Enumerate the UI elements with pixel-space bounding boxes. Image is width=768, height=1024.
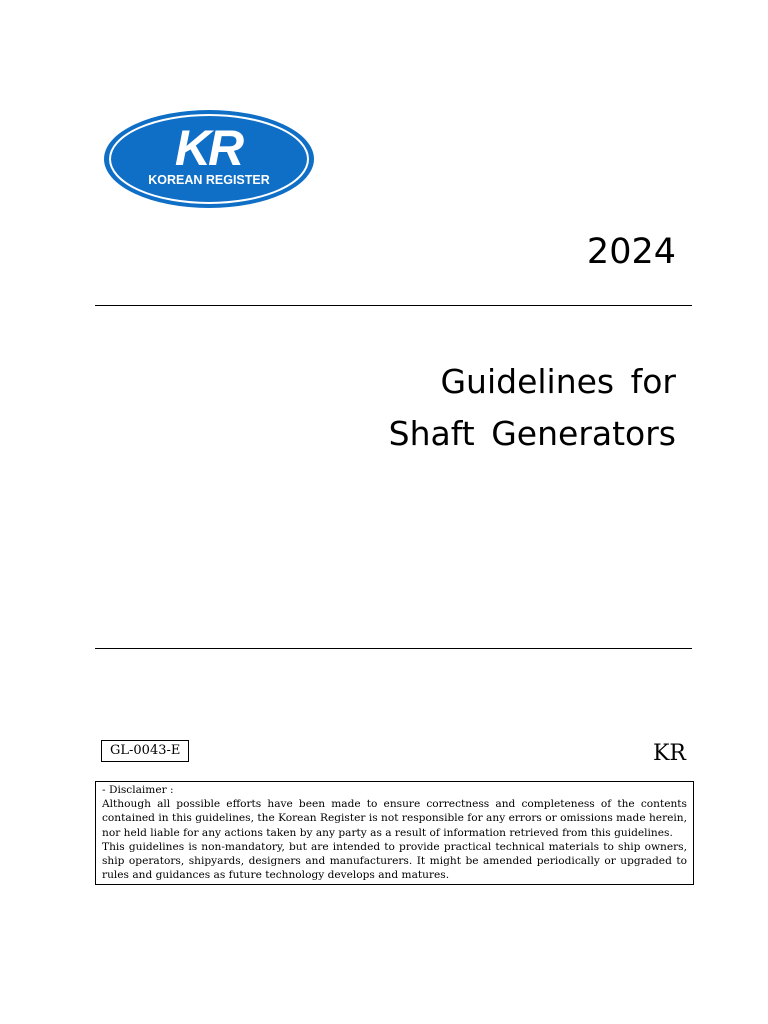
publisher-mark: KR (653, 741, 686, 766)
kr-logo-emblem (102, 108, 316, 210)
disclaimer-box (95, 781, 694, 885)
document-code: GL-0043-E (101, 740, 189, 762)
logo-mark: KR (174, 120, 242, 176)
title-line-1: Guidelines for (440, 362, 676, 401)
publication-year: 2024 (586, 232, 676, 272)
title-line-2: Shaft Generators (388, 414, 676, 453)
disclaimer-paragraph-1: Although all possible efforts have been made to ensure correctness and completeness of the contents contained in this guidelines, the Korean Register is not responsible for any errors or omissions made herein, nor held liable for any actions taken by any party as a result of information retrieved from this guidelines. (102, 798, 687, 839)
disclaimer-heading: - Disclaimer : (102, 784, 174, 796)
korean-register-logo (102, 108, 316, 210)
document-title (389, 356, 676, 460)
disclaimer-paragraph-2: This guidelines is non-mandatory, but are intended to provide practical technical materials to ship owners, ship operators, shipyards, designers and manufacturers. It might be amended periodically or upgraded to rules and guidances as future technology develops and matures. (102, 840, 687, 882)
logo-name: KOREAN REGISTER (148, 173, 270, 187)
top-divider (95, 305, 692, 306)
bottom-divider (95, 648, 692, 649)
